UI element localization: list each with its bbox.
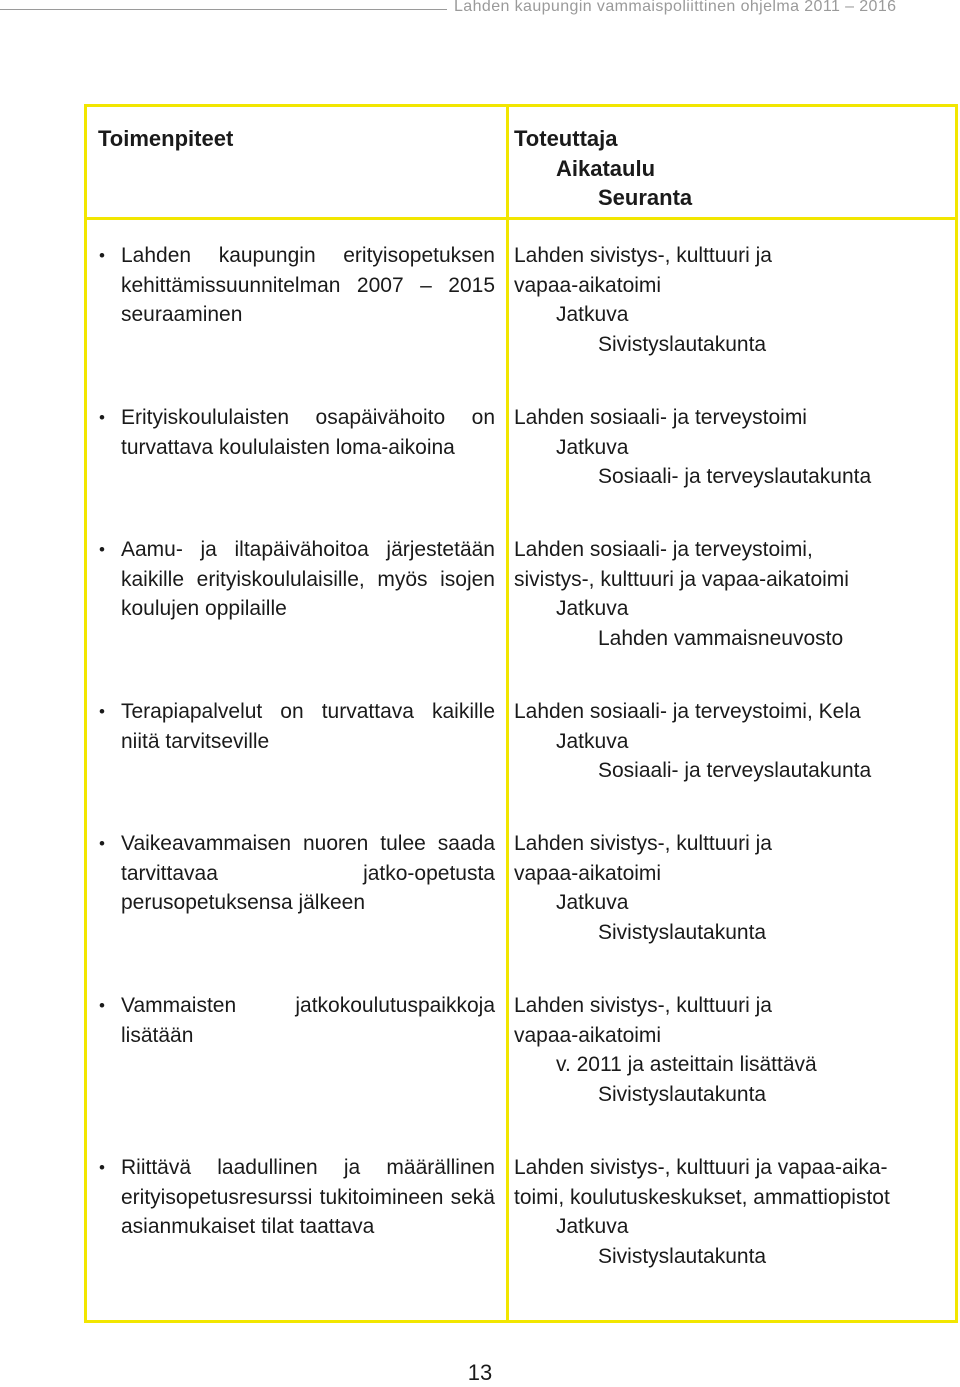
responsibility-cell bbox=[514, 697, 954, 786]
action-text: Riittävä laadullinen ja määrällinen erityisopetusresurssi tukitoimineen sekä asianmukaiset tilat taattava bbox=[121, 1156, 495, 1238]
schedule: Jatkuva bbox=[556, 891, 629, 914]
follow-up: Lahden vammaisneuvosto bbox=[598, 626, 844, 650]
bullet: • bbox=[99, 408, 105, 427]
follow-up: Sosiaali- ja terveyslautakunta bbox=[598, 465, 872, 488]
bullet: • bbox=[99, 996, 105, 1015]
action-text: Terapiapalvelut on turvattava kaikille niitä tarvitseville bbox=[121, 700, 495, 753]
follow-up: Sivistyslautakunta bbox=[598, 1244, 767, 1268]
responsibility-cell bbox=[514, 991, 954, 1109]
action-text: Vaikeavammaisen nuoren tulee saada tarvittavaa jatko-opetusta perusopetuksensa jälkeen bbox=[121, 832, 495, 914]
table-row bbox=[87, 241, 955, 381]
table-row bbox=[87, 991, 955, 1131]
action-text: Aamu- ja iltapäivähoitoa järjestetään kaikille erityiskoululaisille, myös isojen koulujen oppilaille bbox=[121, 538, 495, 620]
action-text: Lahden kaupungin erityisopetuksen kehittämissuunnitelman 2007 – 2015 seuraaminen bbox=[121, 244, 495, 326]
action-text: Erityiskoululaisten osapäivähoito on turvattava koululaisten loma-aikoina bbox=[121, 406, 495, 459]
header-rule bbox=[0, 9, 447, 10]
table-row bbox=[87, 403, 955, 543]
implementer: Lahden sosiaali- ja terveystoimi, Kela bbox=[514, 700, 861, 723]
table-row bbox=[87, 697, 955, 837]
bullet: • bbox=[99, 246, 105, 265]
follow-up: Sivistyslautakunta bbox=[598, 1082, 767, 1106]
implementer: vapaa-aikatoimi bbox=[514, 861, 662, 885]
implementer: Lahden sosiaali- ja terveystoimi bbox=[514, 406, 807, 429]
implementer: vapaa-aikatoimi bbox=[514, 1023, 662, 1047]
schedule: Jatkuva bbox=[556, 729, 629, 753]
implementer: Lahden sivistys-, kulttuuri ja bbox=[514, 832, 772, 855]
responsibility-cell bbox=[514, 829, 954, 947]
bullet: • bbox=[99, 834, 105, 853]
table-row bbox=[87, 1153, 955, 1293]
follow-up: Sivistyslautakunta bbox=[598, 920, 767, 944]
action-text: Vammaisten jatkokoulutuspaikkoja lisätään bbox=[121, 994, 495, 1047]
page-number: 13 bbox=[467, 1360, 493, 1385]
responsibility-cell bbox=[514, 535, 954, 653]
column-header-follow-up: Seuranta bbox=[598, 185, 693, 210]
document-title: Lahden kaupungin vammaispoliittinen ohjelma 2011 – 2016 bbox=[454, 0, 897, 15]
schedule: Jatkuva bbox=[556, 435, 629, 459]
implementer: toimi, koulutuskeskukset, ammattiopistot bbox=[514, 1185, 890, 1209]
table-row bbox=[87, 535, 955, 675]
responsibility-cell bbox=[514, 1153, 954, 1271]
bullet: • bbox=[99, 540, 105, 559]
schedule: Jatkuva bbox=[556, 303, 629, 326]
schedule: Jatkuva bbox=[556, 1215, 629, 1238]
bullet: • bbox=[99, 702, 105, 721]
table-row bbox=[87, 829, 955, 969]
implementer: sivistys-, kulttuuri ja vapaa-aikatoimi bbox=[514, 567, 849, 591]
responsibility-cell bbox=[514, 403, 954, 492]
column-header-measures: Toimenpiteet bbox=[98, 126, 234, 151]
bullet: • bbox=[99, 1158, 105, 1177]
column-header-schedule: Aikataulu bbox=[556, 155, 656, 181]
column-header-implementer: Toteuttaja bbox=[514, 126, 618, 151]
column-header-responsibility bbox=[514, 124, 692, 213]
implementer: Lahden sivistys-, kulttuuri ja bbox=[514, 244, 772, 267]
schedule: Jatkuva bbox=[556, 597, 629, 620]
implementer: Lahden sivistys-, kulttuuri ja vapaa-aika- bbox=[514, 1156, 888, 1179]
responsibility-cell bbox=[514, 241, 954, 359]
implementer: vapaa-aikatoimi bbox=[514, 273, 662, 297]
follow-up: Sivistyslautakunta bbox=[598, 332, 767, 356]
implementer: Lahden sosiaali- ja terveystoimi, bbox=[514, 538, 813, 561]
header-divider bbox=[87, 217, 955, 220]
implementer: Lahden sivistys-, kulttuuri ja bbox=[514, 994, 772, 1017]
follow-up: Sosiaali- ja terveyslautakunta bbox=[598, 759, 872, 782]
measures-table bbox=[84, 104, 958, 1323]
schedule: v. 2011 ja asteittain lisättävä bbox=[556, 1053, 817, 1076]
